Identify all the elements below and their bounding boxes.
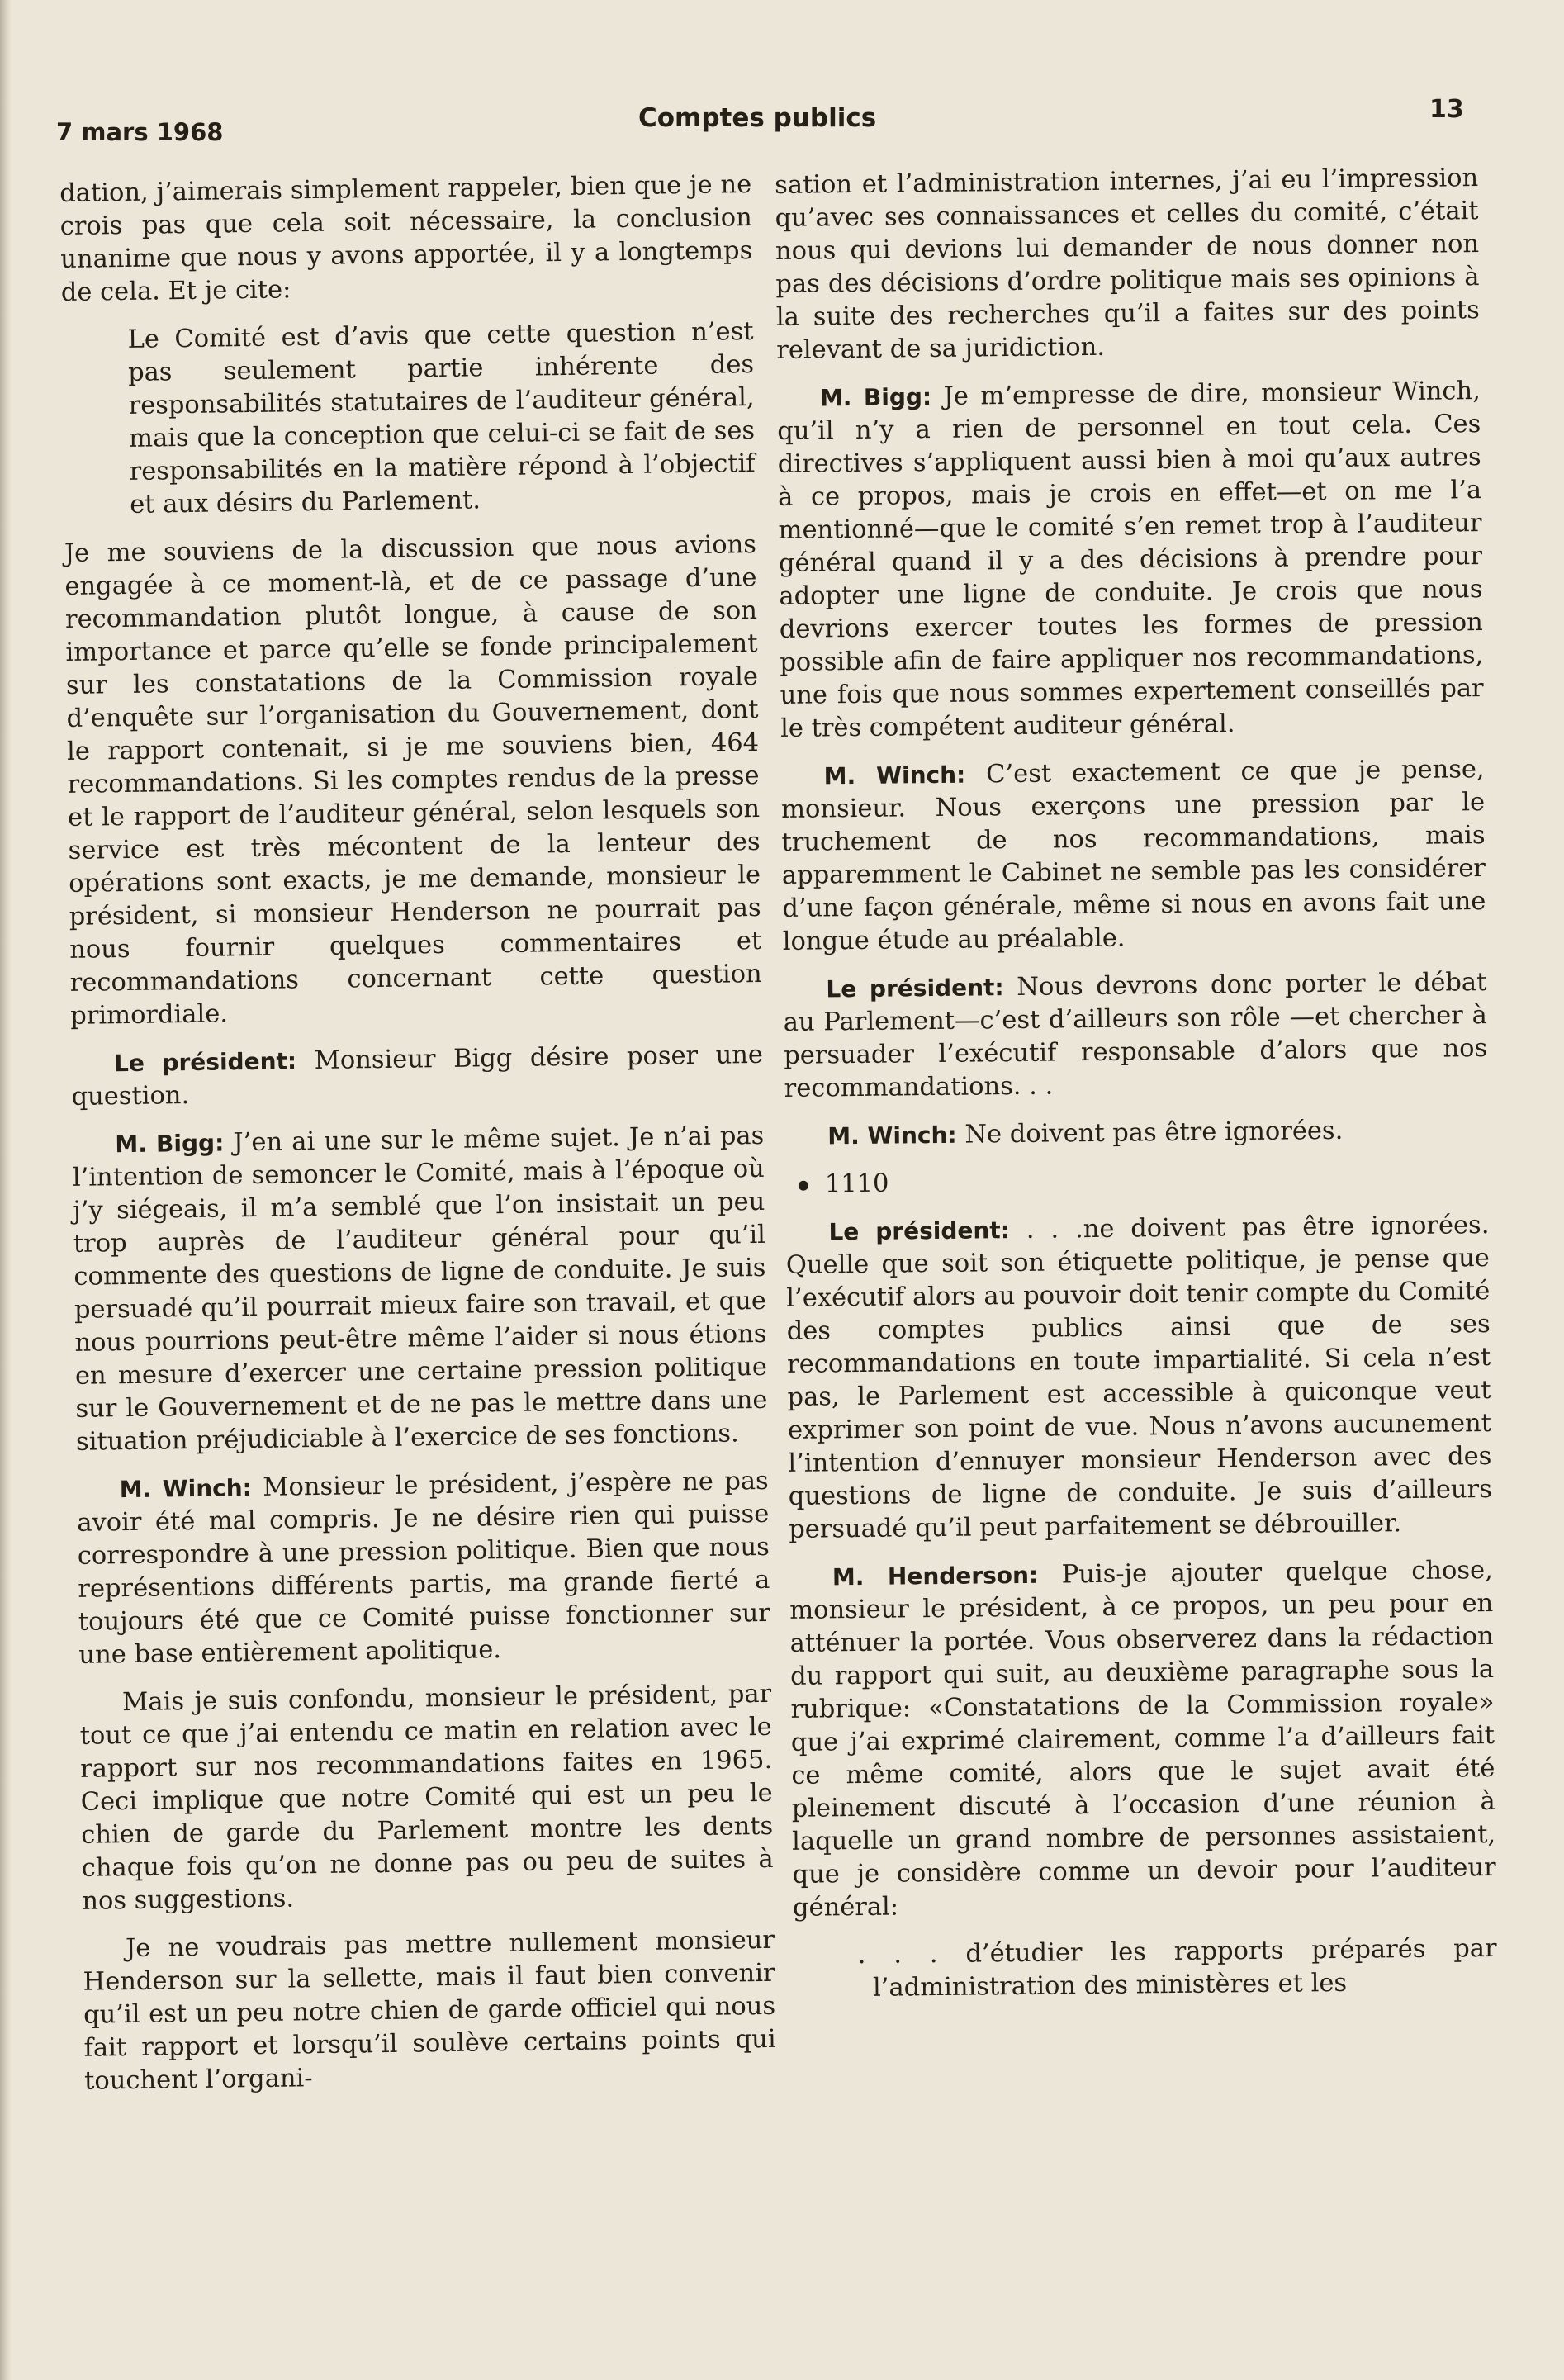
header-date: 7 mars 1968 bbox=[56, 118, 224, 146]
speech-text: Nous devrons donc porter le débat au Parlement—c’est d’ailleurs son rôle —et chercher à persuader l’exécutif responsable d’alors que nos recommandations. . . bbox=[783, 968, 1488, 1103]
paragraph: dation, j’aimerais simplement rappeler, bien que je ne crois pas que cela soit nécessaire, la conclusion unanime que nous y avons apportée, il y a longtemps de cela. Et je cite: bbox=[59, 170, 753, 307]
speaker-label: M. Winch: bbox=[119, 1474, 253, 1504]
speech-paragraph bbox=[777, 375, 1485, 746]
left-column bbox=[59, 168, 777, 2113]
speech-paragraph bbox=[785, 1209, 1492, 1547]
right-column bbox=[775, 162, 1497, 2021]
speaker-label: Le président: bbox=[828, 1216, 1011, 1246]
speech-paragraph bbox=[71, 1039, 764, 1114]
speech-paragraph bbox=[72, 1120, 768, 1459]
speech-paragraph bbox=[780, 753, 1486, 959]
speech-paragraph bbox=[789, 1554, 1497, 1925]
speech-text: . . .ne doivent pas être ignorées. Quelle que soit son étiquette politique, je pense que l’exécutif alors au pouvoir doit tenir compte du Comité des comptes publics ainsi que de ses recommandations en toute impartialité. Si cela n’est pas, le Parlement est accessible à quiconque veut exprimer son point de vue. Nous n’avons aucunement l’intention d’ennuyer monsieur Henderson avec des questions de ligne de conduite. Je suis d’ailleurs persuadé qu’il peut parfaitement se débrouiller. bbox=[785, 1211, 1492, 1544]
speaker-label: Le président: bbox=[826, 974, 1004, 1003]
block-quote: . . . d’étudier les rapports préparés par l’administration des ministères et les bbox=[857, 1933, 1497, 2003]
block-quote: Le Comité est d’avis que cette question n’est pas seulement partie inhérente des responsabilités statutaires de l’auditeur général, mais que la conception que celui-ci se fait de ses responsabilités en la matière répond à l’objectif et aux désirs du Parlement. bbox=[127, 317, 756, 519]
paragraph: Mais je suis confondu, monsieur le président, par tout ce que j’ai entendu ce matin en relation avec le rapport sur nos recommandations faites en 1965. Ceci implique que notre Comité qui est un peu le chien de garde du Parlement montre les dents chaque fois qu’on ne donne pas ou peu de suites à nos suggestions. bbox=[79, 1679, 774, 1916]
header-title: Comptes publics bbox=[638, 103, 877, 133]
speaker-label: M. Henderson: bbox=[832, 1561, 1039, 1591]
speaker-label: M. Bigg: bbox=[819, 383, 932, 412]
speech-text: Puis-je ajouter quelque chose, monsieur le président, à ce propos, un peu pour en atténuer la portée. Vous observerez dans la rédaction du rapport qui suit, au deuxième paragraphe sous la rubrique: «Constatations de la Commission royale» que j’ai exprimé clairement, comme l’a d’ailleurs fait ce même comité, alors que le sujet avait été pleinement discuté à l’occasion d’une réunion à laquelle un grand nombre de personnes assistaient, que je considère comme un devoir pour l’auditeur général: bbox=[789, 1555, 1496, 1922]
running-header bbox=[56, 95, 1476, 153]
speaker-label: Le président: bbox=[113, 1047, 297, 1078]
paragraph: Je me souviens de la discussion que nous avions engagée à ce moment-là, et de ce passage d’une recommandation plutôt longue, à cause de son importance et parce qu’elle se fonde principalement sur les constatations de la Commission royale d’enquête sur l’organisation du Gouvernement, dont le rapport contenait, si je me souviens bien, 464 recommandations. Si les comptes rendus de la presse et le rapport de l’auditeur général, selon lesquels son service est très mécontent de la lenteur des opérations sont exacts, je me demande, monsieur le président, si monsieur Henderson ne pourrait pas nous fournir quelques commentaires et recommandations concernant cette question primordiale. bbox=[64, 529, 762, 1031]
speaker-label: M. Winch: bbox=[823, 761, 966, 790]
speech-text: Ne doivent pas être ignorées. bbox=[964, 1116, 1344, 1150]
speech-text: J’en ai une sur le même sujet. Je n’ai pas l’intention de semoncer le Comité, mais à l’époque où j’y siégeais, il m’a semblé que l’on insistait un peu trop auprès de l’auditeur général pour qu’il commente des questions de ligne de conduite. Je suis persuadé qu’il pourrait mieux faire son travail, et que nous pourrions peut-être même l’aider si nous étions en mesure d’exercer une certaine pression politique sur le Gouvernement et de ne pas le mettre dans une situation préjudiciable à l’exercice de ses fonctions. bbox=[72, 1121, 768, 1457]
speech-text: Je m’empresse de dire, monsieur Winch, qu’il n’y a rien de personnel en tout cela. Ces directives s’appliquent aussi bien à moi qu’aux autres à ce propos, mais je crois en effet—et on me l’a mentionné—que le comité s’en remet trop à l’auditeur général quand il y a des décisions à prendre pour adopter une ligne de conduite. Je crois que nous devrions exercer toutes les formes de pression possible afin de faire appliquer nos recommandations, une fois que nous sommes expertement conseillés par le très compétent auditeur général. bbox=[777, 377, 1484, 743]
speech-paragraph bbox=[77, 1465, 771, 1672]
page-number: 13 bbox=[1429, 95, 1464, 124]
speech-text: Monsieur le président, j’espère ne pas avoir été mal compris. Je ne désire rien qui puisse correspondre à une pression politique. Bien que nous représentions différents partis, ma grande fierté a toujours été que ce Comité puisse fonctionner sur une base entièrement apolitique. bbox=[77, 1466, 771, 1670]
speaker-label: M. Winch: bbox=[827, 1121, 957, 1150]
time-marker-text: 1110 bbox=[824, 1169, 889, 1199]
paragraph: sation et l’administration internes, j’ai eu l’impression qu’avec ses connaissances et celles du comité, c’était nous qui devions lui demander de nous donner non pas des décisions d’ordre politique mais ses opinions à la suite des recherches qu’il a faites sur des points relevant de sa juridiction. bbox=[775, 164, 1481, 365]
page-edge bbox=[0, 0, 12, 2380]
speech-paragraph bbox=[784, 1113, 1488, 1154]
speech-text: C’est exactement ce que je pense, monsieur. Nous exerçons une pression par le truchement de nos recommandations, mais apparemment le Cabinet ne semble pas les considérer d’une façon générale, même si nous en avons fait une longue étude au préalable. bbox=[780, 755, 1486, 956]
time-marker bbox=[799, 1161, 1489, 1202]
speech-paragraph bbox=[783, 966, 1488, 1106]
bullet-icon bbox=[799, 1181, 808, 1191]
paragraph: Je ne voudrais pas mettre nullement monsieur Henderson sur la sellette, mais il faut bien convenir qu’il est un peu notre chien de garde officiel qui nous fait rapport et lorsqu’il soulève certains points qui touchent l’organi- bbox=[83, 1925, 776, 2096]
speaker-label: M. Bigg: bbox=[115, 1129, 225, 1159]
speech-text: Monsieur Bigg désire poser une question. bbox=[71, 1040, 764, 1112]
